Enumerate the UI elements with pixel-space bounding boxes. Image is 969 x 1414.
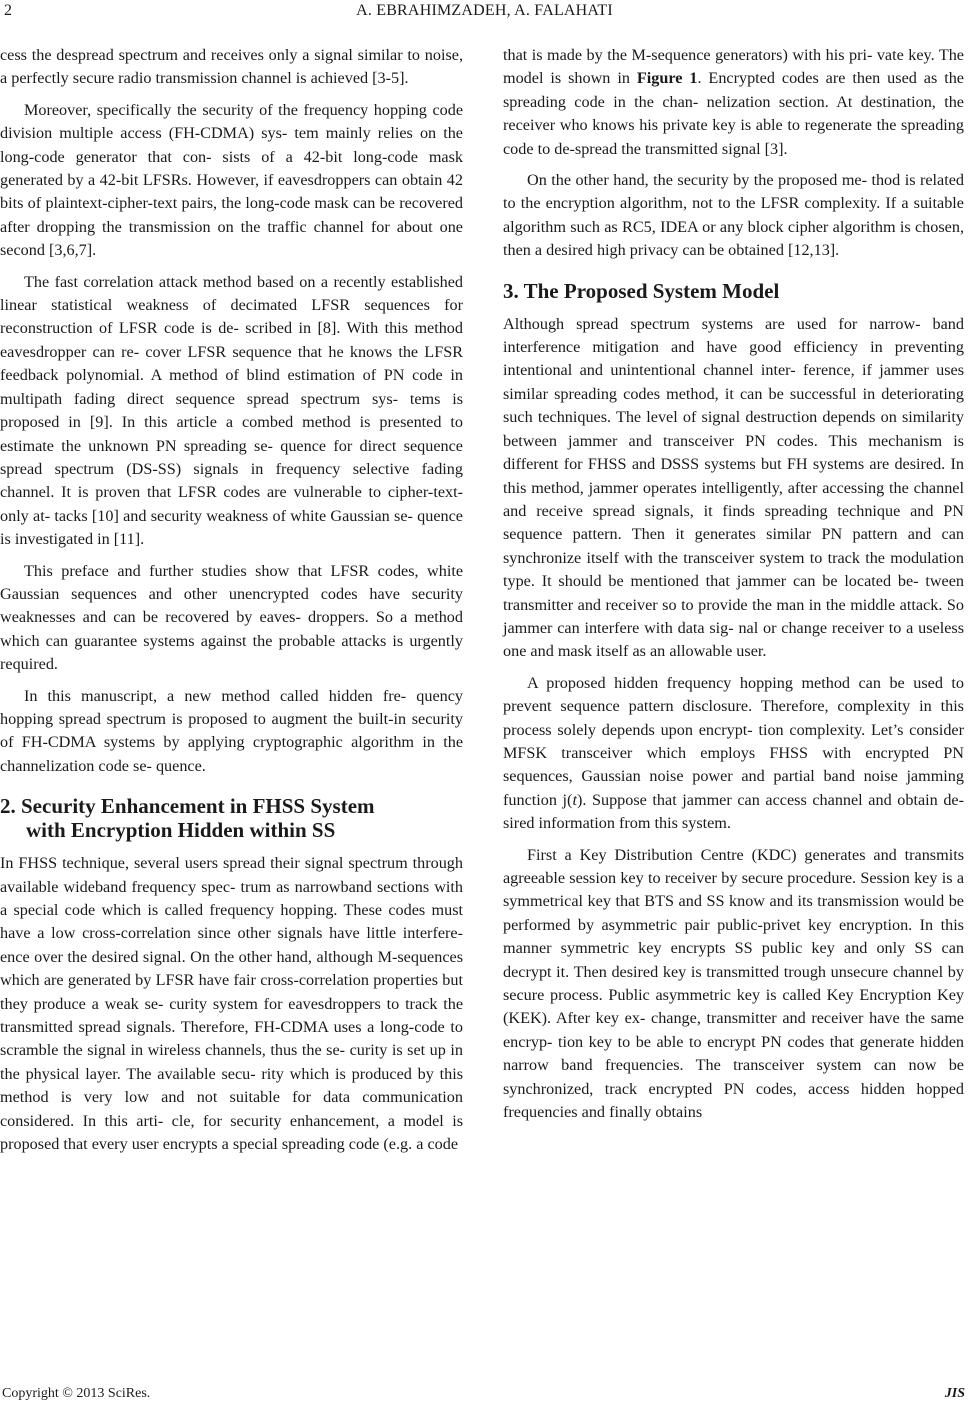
- paragraph: In this manuscript, a new method called hidden fre- quency hopping spread spectrum is proposed to augment the built-in security of FH-CDMA systems by applying cryptographic algorithm in the channelization code se- quence.: [0, 686, 463, 775]
- paragraph: In FHSS technique, several users spread their signal spectrum through available wideband frequency spec- trum as narrowband sections with a special code which is called frequency hopping. These codes must have a low cross-correlation since other signals have little interfere- ence over the desired signal. On the other hand, although M-sequences which are generated by LFSR have fair cross-correlation properties but they produce a weak se- curity system for eavesdroppers to track the transmitted spread signals. Therefore, FH-CDMA uses a long-code to scramble the signal in wireless channels, thus the se- curity is set up in the physical layer. The available secu- rity which is produced by this method is very low and not suitable for data communication considered. In this arti- cle, for security enhancement, a model is proposed that every user encrypts a special spreading code (e.g. a code: [0, 854, 463, 1154]
- paragraph: On the other hand, the security by the proposed me- thod is related to the encryption algorithm, not to the LFSR complexity. If a suitable algorithm such as RC5, IDEA or any block cipher algorithm is chosen, then a desired high privacy can be obtained [12,13].: [503, 171, 964, 260]
- page-number: 2: [4, 2, 12, 19]
- text-run: ). Suppose that jammer can access channel and obtain de- sired information from this system.: [503, 790, 964, 833]
- page-footer: [0, 1386, 969, 1408]
- paragraph: Moreover, specifically the security of the frequency hopping code division multiple access (FH-CDMA) sys- tem mainly relies on the long-code generator that con- sists of a 42-bit long-code mask generated by a 42-bit LFSRs. However, if eavesdroppers can obtain 42 bits of plaintext-cipher-text pairs, the long-code mask can be recovered after dropping the transmission on the traffic channel for about one second [3,6,7].: [0, 100, 463, 260]
- right-column: [503, 44, 964, 1132]
- copyright-notice: Copyright © 2013 SciRes.: [2, 1386, 151, 1401]
- math-variable: t: [572, 790, 577, 809]
- left-column: [0, 44, 463, 1164]
- text-run: . Encrypted codes are then used as the spreading code in the chan- nelization section. At destination, the receiver who knows his private key is able to regenerate the spreading code to de-spread the transmitted signal [3].: [503, 69, 964, 158]
- figure-reference: Figure 1: [636, 69, 698, 88]
- paragraph: First a Key Distribution Centre (KDC) generates and transmits agreeable session key to receiver by secure procedure. Session key is a symmetrical key that BTS and SS know and its transmission would be performed by asymmetric pair public-privet key encryption. In this manner symmetric key encrypts SS public key and only SS can decrypt it. Then desired key is transmitted trough unsecure channel by secure process. Public asymmetric key is called Key Encryption Key (KEK). After key ex- change, transmitter and receiver have the same encryp- tion key to be able to encrypt PN codes that generate hidden narrow band frequencies. The transceiver system can now be synchronized, track encrypted PN codes, access hidden hopped frequencies and finally obtains: [503, 845, 964, 1122]
- journal-abbreviation: JIS: [944, 1386, 965, 1401]
- text-run: A proposed hidden frequency hopping method can be used to prevent sequence pattern disclosure. Therefore, complexity in this process solely depends upon encrypt- tion complexity. Let’s consider MFSK transceiver which employs FHSS with encrypted PN sequences, Gaussian noise power and partial band noise jamming function j(: [503, 673, 964, 809]
- text-run: that is made by the M-sequence generators) with his pri- vate key. The model is shown in: [503, 46, 964, 88]
- paragraph: [503, 672, 964, 836]
- section-heading-3: 3. The Proposed System Model: [503, 278, 780, 303]
- page-header: [0, 2, 969, 26]
- paragraph: [503, 44, 964, 161]
- running-title: A. EBRAHIMZADEH, A. FALAHATI: [356, 2, 613, 19]
- paragraph: This preface and further studies show that LFSR codes, white Gaussian sequences and other unencrypted codes have security weaknesses and can be recovered by eaves- droppers. So a method which can guarantee systems against the probable attacks is urgently required.: [0, 561, 463, 674]
- paragraph: Although spread spectrum systems are used for narrow- band interference mitigation and have good efficiency in preventing intentional and unintentional channel inter- ference, if jammer uses similar spreading codes method, it can be successful in deteriorating such techniques. The level of signal destruction depends on similarity between jammer and transceiver PN codes. This mechanism is different for FHSS and DSSS systems but FH systems are desired. In this method, jammer operates intelligently, after accessing the channel and receive spread signals, it finds spreading technique and PN sequence pattern. Then it generates similar PN pattern and can synchronize itself with the transceiver system to track the modulation type. It should be mentioned that jammer can be located be- tween transmitter and receiver so to provide the man in the middle attack. So jammer can interfere with data sig- nal or change receiver to a useless one and mask itself as an allowable user.: [503, 314, 964, 661]
- paragraph: cess the despread spectrum and receives only a signal similar to noise, a perfectly secure radio transmission channel is achieved [3-5].: [0, 46, 463, 88]
- section-heading-2: [0, 794, 463, 842]
- section-heading-line: 2. Security Enhancement in FHSS System: [0, 794, 375, 819]
- section-heading-line: with Encryption Hidden within SS: [26, 818, 336, 843]
- paragraph: The fast correlation attack method based on a recently established linear statistical weakness of decimated LFSR sequences for reconstruction of LFSR code is de- scribed in [8]. With this method eavesdropper can re- cover LFSR sequence that he knows the LFSR feedback polynomial. A method of blind estimation of PN code in multipath fading direct sequence spread spectrum sys- tems is proposed in [9]. In this article a combed method is presented to estimate the unknown PN spreading se- quence for direct sequence spread spectrum (DS-SS) signals in frequency selective fading channel. It is proven that LFSR codes are vulnerable to cipher-text-only at- tacks [10] and security weakness of white Gaussian se- quence is investigated in [11].: [0, 272, 463, 549]
